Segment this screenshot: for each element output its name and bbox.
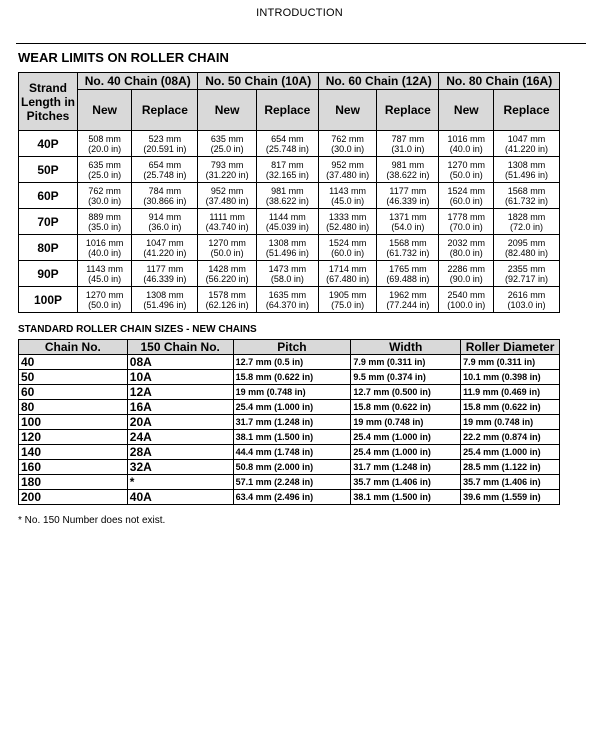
mm-value: 1143 mm xyxy=(86,263,124,274)
mm-value: 1962 mm xyxy=(389,289,427,300)
mm-value: 793 mm xyxy=(210,159,244,170)
column-header: Pitch xyxy=(233,340,351,355)
column-header: 150 Chain No. xyxy=(127,340,233,355)
table-row xyxy=(19,209,560,235)
chain-no-cell: 160 xyxy=(19,460,128,475)
inch-value: (60.0 in) xyxy=(331,247,365,258)
pitch-cell: 63.4 mm (2.496 in) xyxy=(233,490,351,505)
wear-value-cell xyxy=(494,183,560,209)
wear-value-cell xyxy=(256,131,318,157)
strand-pitch-cell: 90P xyxy=(19,261,78,287)
chain-no-cell: 200 xyxy=(19,490,128,505)
header-rule xyxy=(16,43,586,44)
replace-column-header: Replace xyxy=(132,90,198,131)
mm-value: 1308 mm xyxy=(268,237,307,248)
new-column-header: New xyxy=(439,90,494,131)
pitch-cell: 57.1 mm (2.248 in) xyxy=(233,475,351,490)
mm-value: 2355 mm xyxy=(507,263,546,274)
mm-value: 1308 mm xyxy=(507,159,546,170)
mm-value: 1333 mm xyxy=(328,211,367,222)
wear-value-cell xyxy=(78,157,132,183)
column-header: Width xyxy=(351,340,461,355)
wear-value-cell xyxy=(494,131,560,157)
chain-group-header: No. 60 Chain (12A) xyxy=(318,73,438,90)
strand-pitch-cell: 60P xyxy=(19,183,78,209)
wear-value-cell xyxy=(132,183,198,209)
inch-value: (20.591 in) xyxy=(143,143,187,154)
mm-value: 1371 mm xyxy=(389,211,427,222)
mm-value: 635 mm xyxy=(210,133,244,144)
new-column-header: New xyxy=(78,90,132,131)
inch-value: (30.0 in) xyxy=(88,195,122,206)
wear-value-cell xyxy=(377,287,439,313)
pitch-cell: 44.4 mm (1.748 in) xyxy=(233,445,351,460)
mm-value: 523 mm xyxy=(148,133,182,144)
chain-no-cell: 80 xyxy=(19,400,128,415)
wear-value-cell xyxy=(132,209,198,235)
strand-pitch-cell: 40P xyxy=(19,131,78,157)
wear-value-cell xyxy=(198,131,256,157)
mm-value: 1177 mm xyxy=(146,263,184,274)
wear-value-cell xyxy=(198,261,256,287)
wear-value-cell xyxy=(198,287,256,313)
pitch-cell: 50.8 mm (2.000 in) xyxy=(233,460,351,475)
new-column-header: New xyxy=(318,90,376,131)
strand-pitch-cell: 70P xyxy=(19,209,78,235)
table-row xyxy=(19,370,560,385)
wear-value-cell xyxy=(318,157,376,183)
table-row xyxy=(19,131,560,157)
pitch-cell: 19 mm (0.748 in) xyxy=(233,385,351,400)
chain-group-header: No. 50 Chain (10A) xyxy=(198,73,318,90)
mm-value: 635 mm xyxy=(88,159,121,170)
wear-value-cell xyxy=(377,157,439,183)
mm-value: 1524 mm xyxy=(447,185,486,196)
inch-value: (61.732 in) xyxy=(386,247,430,258)
inch-value: (80.0 in) xyxy=(449,247,483,258)
mm-value: 654 mm xyxy=(148,159,182,170)
mm-value: 914 mm xyxy=(148,211,182,222)
inch-value: (45.039 in) xyxy=(265,221,309,232)
mm-value: 2616 mm xyxy=(507,289,546,300)
mm-value: 1524 mm xyxy=(328,237,367,248)
wear-value-cell xyxy=(132,235,198,261)
inch-value: (37.480 in) xyxy=(205,195,249,206)
pitch-cell: 25.4 mm (1.000 in) xyxy=(233,400,351,415)
table-row xyxy=(19,261,560,287)
mm-value: 1714 mm xyxy=(328,263,367,274)
inch-value: (92.717 in) xyxy=(505,273,549,284)
roller-diameter-cell: 39.6 mm (1.559 in) xyxy=(461,490,560,505)
wear-value-cell xyxy=(318,261,376,287)
inch-value: (77.244 in) xyxy=(386,299,430,310)
mm-value: 1047 mm xyxy=(146,237,184,248)
inch-value: (100.0 in) xyxy=(447,299,486,310)
mm-value: 1016 mm xyxy=(85,237,124,248)
mm-value: 1308 mm xyxy=(146,289,184,300)
table-row xyxy=(19,430,560,445)
pitch-cell: 38.1 mm (1.500 in) xyxy=(233,430,351,445)
width-cell: 35.7 mm (1.406 in) xyxy=(351,475,461,490)
chain-no-cell: 40 xyxy=(19,355,128,370)
roller-diameter-cell: 28.5 mm (1.122 in) xyxy=(461,460,560,475)
wear-value-cell xyxy=(198,183,256,209)
wear-value-cell xyxy=(439,183,494,209)
table-row xyxy=(19,400,560,415)
wear-value-cell xyxy=(256,235,318,261)
wear-value-cell xyxy=(439,235,494,261)
column-header: Roller Diameter xyxy=(461,340,560,355)
inch-value: (36.0 in) xyxy=(148,221,182,232)
chain-no-cell: 140 xyxy=(19,445,128,460)
inch-value: (30.0 in) xyxy=(331,143,365,154)
inch-value: (70.0 in) xyxy=(449,221,483,232)
width-cell: 38.1 mm (1.500 in) xyxy=(351,490,461,505)
mm-value: 1270 mm xyxy=(447,159,486,170)
inch-value: (31.0 in) xyxy=(391,143,425,154)
roller-diameter-cell: 10.1 mm (0.398 in) xyxy=(461,370,560,385)
chain-150-cell: 24A xyxy=(127,430,233,445)
wear-value-cell xyxy=(494,157,560,183)
width-cell: 19 mm (0.748 in) xyxy=(351,415,461,430)
inch-value: (31.220 in) xyxy=(205,169,249,180)
wear-value-cell xyxy=(132,261,198,287)
roller-diameter-cell: 19 mm (0.748 in) xyxy=(461,415,560,430)
wear-value-cell xyxy=(78,183,132,209)
inch-value: (41.220 in) xyxy=(505,143,549,154)
new-column-header: New xyxy=(198,90,256,131)
inch-value: (64.370 in) xyxy=(265,299,309,310)
standard-sizes-title: STANDARD ROLLER CHAIN SIZES - NEW CHAINS xyxy=(18,324,257,335)
mm-value: 1905 mm xyxy=(328,289,367,300)
inch-value: (25.748 in) xyxy=(143,169,187,180)
wear-value-cell xyxy=(256,157,318,183)
wear-value-cell xyxy=(318,235,376,261)
chain-150-cell: 16A xyxy=(127,400,233,415)
inch-value: (45.0 in) xyxy=(88,273,122,284)
wear-value-cell xyxy=(132,287,198,313)
wear-value-cell xyxy=(256,209,318,235)
table-row xyxy=(19,355,560,370)
roller-diameter-cell: 35.7 mm (1.406 in) xyxy=(461,475,560,490)
mm-value: 952 mm xyxy=(331,159,364,170)
mm-value: 1016 mm xyxy=(447,133,486,144)
wear-value-cell xyxy=(494,235,560,261)
inch-value: (46.339 in) xyxy=(386,195,430,206)
inch-value: (103.0 in) xyxy=(507,299,546,310)
inch-value: (43.740 in) xyxy=(205,221,249,232)
mm-value: 981 mm xyxy=(391,159,425,170)
mm-value: 762 mm xyxy=(88,185,121,196)
replace-column-header: Replace xyxy=(494,90,560,131)
inch-value: (61.732 in) xyxy=(505,195,549,206)
mm-value: 784 mm xyxy=(148,185,182,196)
mm-value: 952 mm xyxy=(210,185,244,196)
replace-column-header: Replace xyxy=(377,90,439,131)
mm-value: 1828 mm xyxy=(507,211,546,222)
roller-diameter-cell: 15.8 mm (0.622 in) xyxy=(461,400,560,415)
chain-no-cell: 100 xyxy=(19,415,128,430)
wear-value-cell xyxy=(439,157,494,183)
strand-length-header: Strand Length in Pitches xyxy=(19,73,78,131)
table-row xyxy=(19,475,560,490)
wear-value-cell xyxy=(377,261,439,287)
pitch-cell: 12.7 mm (0.5 in) xyxy=(233,355,351,370)
chain-150-cell: 12A xyxy=(127,385,233,400)
inch-value: (52.480 in) xyxy=(326,221,370,232)
table-row xyxy=(19,157,560,183)
wear-value-cell xyxy=(377,183,439,209)
mm-value: 1177 mm xyxy=(389,185,427,196)
inch-value: (25.0 in) xyxy=(210,143,244,154)
width-cell: 12.7 mm (0.500 in) xyxy=(351,385,461,400)
mm-value: 1578 mm xyxy=(208,289,246,300)
inch-value: (62.126 in) xyxy=(205,299,249,310)
mm-value: 787 mm xyxy=(391,133,425,144)
mm-value: 2286 mm xyxy=(447,263,486,274)
mm-value: 1473 mm xyxy=(268,263,307,274)
mm-value: 1143 mm xyxy=(329,185,367,196)
width-cell: 31.7 mm (1.248 in) xyxy=(351,460,461,475)
inch-value: (69.488 in) xyxy=(386,273,430,284)
inch-value: (45.0 in) xyxy=(331,195,365,206)
wear-value-cell xyxy=(256,183,318,209)
footnote: * No. 150 Number does not exist. xyxy=(18,515,166,526)
mm-value: 817 mm xyxy=(271,159,304,170)
inch-value: (35.0 in) xyxy=(88,221,122,232)
inch-value: (56.220 in) xyxy=(205,273,249,284)
table-row xyxy=(19,385,560,400)
table-row xyxy=(19,415,560,430)
table-row xyxy=(19,460,560,475)
width-cell: 25.4 mm (1.000 in) xyxy=(351,430,461,445)
wear-value-cell xyxy=(78,209,132,235)
replace-column-header: Replace xyxy=(256,90,318,131)
chain-150-cell: 32A xyxy=(127,460,233,475)
mm-value: 1635 mm xyxy=(268,289,307,300)
wear-value-cell xyxy=(494,261,560,287)
wear-value-cell xyxy=(132,157,198,183)
mm-value: 1778 mm xyxy=(447,211,486,222)
mm-value: 1568 mm xyxy=(389,237,427,248)
inch-value: (37.480 in) xyxy=(326,169,370,180)
mm-value: 1111 mm xyxy=(209,211,245,222)
strand-pitch-cell: 50P xyxy=(19,157,78,183)
pitch-cell: 31.7 mm (1.248 in) xyxy=(233,415,351,430)
wear-value-cell xyxy=(198,235,256,261)
wear-value-cell xyxy=(377,209,439,235)
chain-150-cell: * xyxy=(127,475,233,490)
chain-no-cell: 50 xyxy=(19,370,128,385)
wear-value-cell xyxy=(318,287,376,313)
inch-value: (50.0 in) xyxy=(449,169,483,180)
inch-value: (72.0 in) xyxy=(510,221,544,232)
wear-limits-title: WEAR LIMITS ON ROLLER CHAIN xyxy=(18,50,229,65)
table-row xyxy=(19,183,560,209)
chain-group-header: No. 40 Chain (08A) xyxy=(78,73,198,90)
chain-150-cell: 40A xyxy=(127,490,233,505)
inch-value: (51.496 in) xyxy=(265,247,309,258)
width-cell: 7.9 mm (0.311 in) xyxy=(351,355,461,370)
inch-value: (58.0 in) xyxy=(270,273,304,284)
table-row xyxy=(19,445,560,460)
inch-value: (30.866 in) xyxy=(143,195,187,206)
inch-value: (40.0 in) xyxy=(449,143,483,154)
wear-value-cell xyxy=(256,261,318,287)
mm-value: 654 mm xyxy=(271,133,304,144)
inch-value: (40.0 in) xyxy=(88,247,122,258)
mm-value: 1047 mm xyxy=(507,133,546,144)
table-row xyxy=(19,235,560,261)
wear-value-cell xyxy=(78,261,132,287)
chain-150-cell: 28A xyxy=(127,445,233,460)
inch-value: (38.622 in) xyxy=(386,169,430,180)
inch-value: (25.0 in) xyxy=(88,169,122,180)
wear-value-cell xyxy=(318,209,376,235)
inch-value: (54.0 in) xyxy=(391,221,425,232)
page-section-header: INTRODUCTION xyxy=(256,7,343,19)
width-cell: 25.4 mm (1.000 in) xyxy=(351,445,461,460)
inch-value: (82.480 in) xyxy=(505,247,549,258)
wear-value-cell xyxy=(198,157,256,183)
standard-sizes-table xyxy=(18,339,560,505)
inch-value: (46.339 in) xyxy=(143,273,187,284)
chain-group-header: No. 80 Chain (16A) xyxy=(439,73,560,90)
wear-value-cell xyxy=(132,131,198,157)
column-header: Chain No. xyxy=(19,340,128,355)
wear-value-cell xyxy=(256,287,318,313)
inch-value: (38.622 in) xyxy=(265,195,309,206)
wear-value-cell xyxy=(439,287,494,313)
inch-value: (25.748 in) xyxy=(265,143,309,154)
mm-value: 1765 mm xyxy=(389,263,427,274)
chain-150-cell: 20A xyxy=(127,415,233,430)
chain-no-cell: 120 xyxy=(19,430,128,445)
mm-value: 2095 mm xyxy=(507,237,546,248)
chain-no-cell: 180 xyxy=(19,475,128,490)
wear-value-cell xyxy=(318,131,376,157)
wear-value-cell xyxy=(377,131,439,157)
mm-value: 762 mm xyxy=(331,133,364,144)
wear-value-cell xyxy=(439,131,494,157)
mm-value: 981 mm xyxy=(271,185,304,196)
mm-value: 1144 mm xyxy=(268,211,306,222)
wear-value-cell xyxy=(78,131,132,157)
chain-150-cell: 10A xyxy=(127,370,233,385)
inch-value: (32.165 in) xyxy=(265,169,309,180)
mm-value: 1270 mm xyxy=(85,289,124,300)
mm-value: 889 mm xyxy=(88,211,121,222)
table-row xyxy=(19,287,560,313)
wear-value-cell xyxy=(439,209,494,235)
roller-diameter-cell: 22.2 mm (0.874 in) xyxy=(461,430,560,445)
width-cell: 15.8 mm (0.622 in) xyxy=(351,400,461,415)
strand-pitch-cell: 100P xyxy=(19,287,78,313)
mm-value: 1568 mm xyxy=(507,185,546,196)
wear-value-cell xyxy=(439,261,494,287)
inch-value: (51.496 in) xyxy=(143,299,187,310)
wear-value-cell xyxy=(78,235,132,261)
table-row xyxy=(19,490,560,505)
inch-value: (41.220 in) xyxy=(143,247,187,258)
inch-value: (75.0 in) xyxy=(331,299,365,310)
mm-value: 508 mm xyxy=(88,133,121,144)
wear-value-cell xyxy=(494,287,560,313)
roller-diameter-cell: 7.9 mm (0.311 in) xyxy=(461,355,560,370)
chain-150-cell: 08A xyxy=(127,355,233,370)
roller-diameter-cell: 11.9 mm (0.469 in) xyxy=(461,385,560,400)
mm-value: 2540 mm xyxy=(447,289,486,300)
wear-value-cell xyxy=(78,287,132,313)
inch-value: (20.0 in) xyxy=(88,143,122,154)
mm-value: 1270 mm xyxy=(208,237,246,248)
inch-value: (60.0 in) xyxy=(449,195,483,206)
wear-value-cell xyxy=(494,209,560,235)
roller-diameter-cell: 25.4 mm (1.000 in) xyxy=(461,445,560,460)
chain-no-cell: 60 xyxy=(19,385,128,400)
inch-value: (50.0 in) xyxy=(210,247,244,258)
inch-value: (67.480 in) xyxy=(326,273,370,284)
inch-value: (51.496 in) xyxy=(505,169,549,180)
wear-value-cell xyxy=(318,183,376,209)
wear-value-cell xyxy=(198,209,256,235)
pitch-cell: 15.8 mm (0.622 in) xyxy=(233,370,351,385)
width-cell: 9.5 mm (0.374 in) xyxy=(351,370,461,385)
strand-pitch-cell: 80P xyxy=(19,235,78,261)
wear-value-cell xyxy=(377,235,439,261)
inch-value: (90.0 in) xyxy=(449,273,483,284)
inch-value: (50.0 in) xyxy=(88,299,122,310)
wear-limits-table xyxy=(18,72,560,313)
mm-value: 2032 mm xyxy=(447,237,486,248)
mm-value: 1428 mm xyxy=(208,263,246,274)
